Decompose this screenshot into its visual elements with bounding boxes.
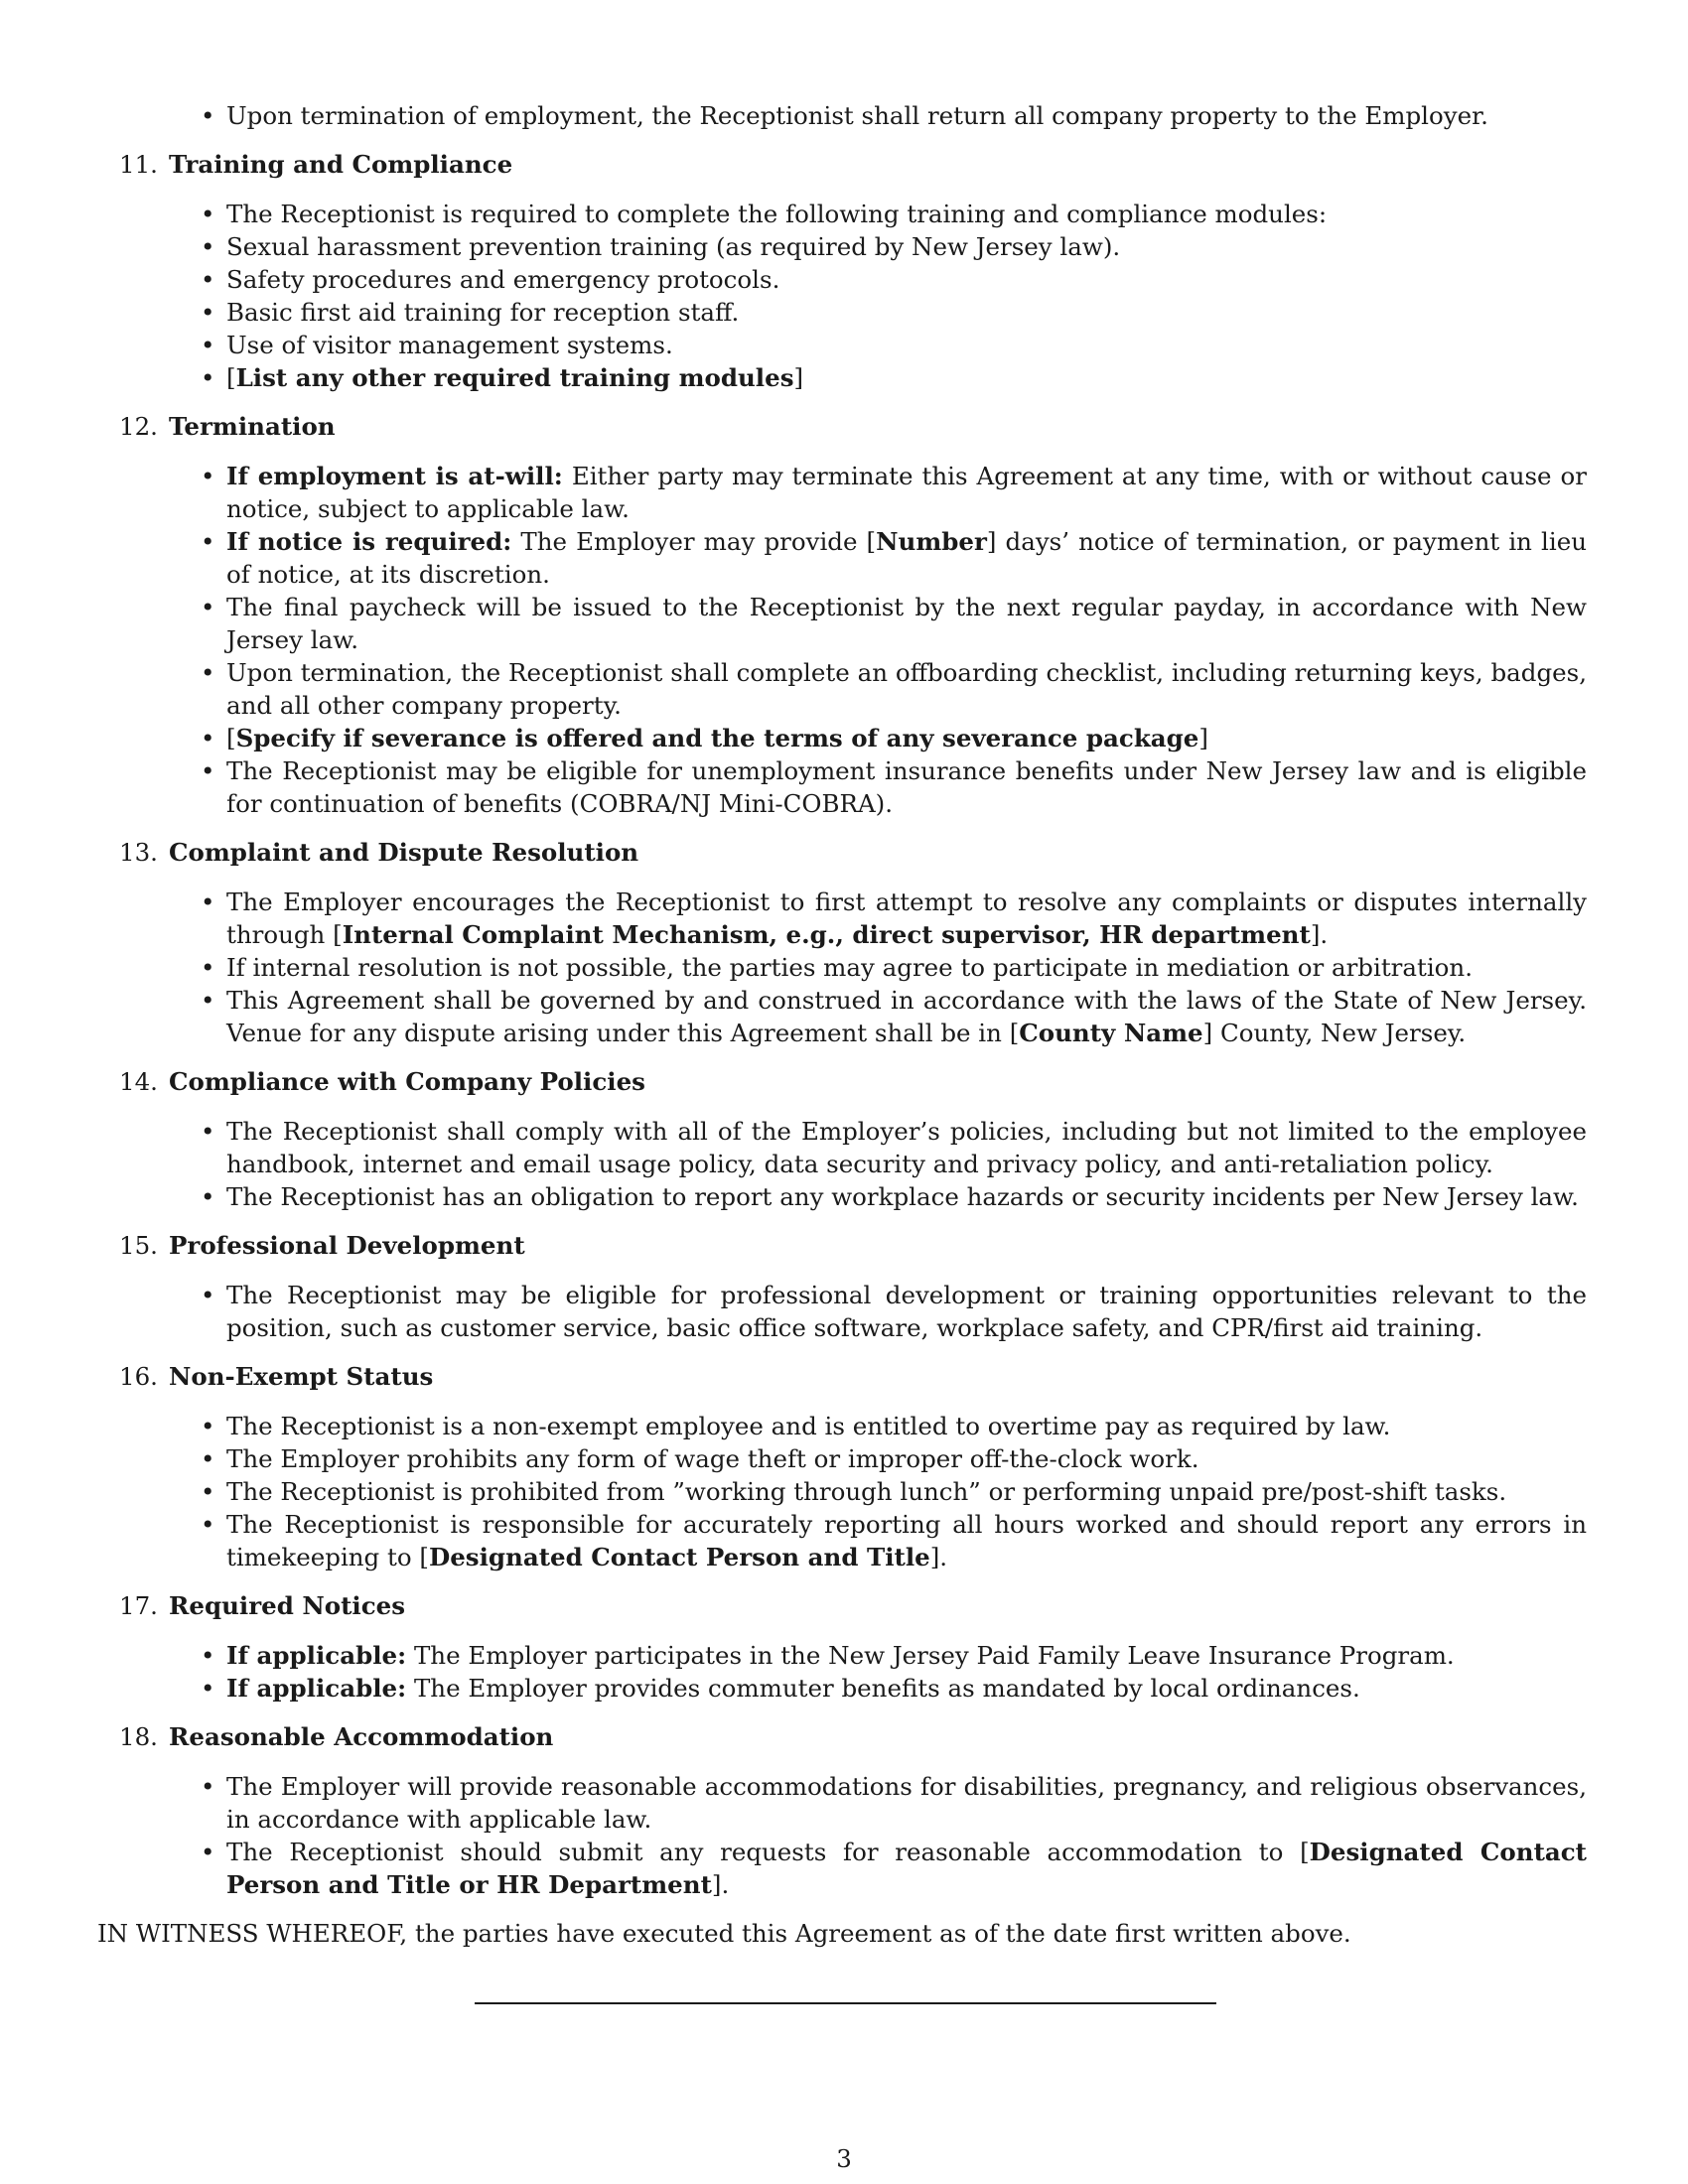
text-run: ]. [711, 1870, 730, 1899]
bold-text: If notice is required: [226, 527, 512, 556]
section [97, 410, 1587, 820]
text-run: If internal resolution is not possible, the parties may agree to participate in mediation or arbitration. [226, 953, 1473, 982]
text-run: The Employer prohibits any form of wage theft or improper off-the-clock work. [226, 1444, 1199, 1473]
section-heading [97, 1229, 1587, 1262]
text-run: ] [793, 363, 804, 392]
section-heading [97, 410, 1587, 443]
bullet-item [97, 1508, 1587, 1573]
bold-text: Specify if severance is offered and the terms of any severance package [235, 724, 1199, 752]
bullet-item [97, 525, 1587, 591]
bold-text: Internal Complaint Mechanism, e.g., direct supervisor, HR department [342, 920, 1311, 949]
section [97, 148, 1587, 394]
text-run: The Receptionist may be eligible for professional development or training opportunities relevant to the position, such as customer service, basic office software, workplace safety, and CPR/first aid training. [226, 1281, 1587, 1342]
bold-text: Designated Contact Person and Title or HR Department [226, 1838, 1587, 1899]
section-bullet-list [97, 1115, 1587, 1213]
section-title: Compliance with Company Policies [169, 1067, 645, 1096]
sections-container [97, 148, 1587, 1901]
bullet-item [97, 1770, 1587, 1836]
section-number: 17. [119, 1591, 158, 1620]
text-run: The Receptionist shall comply with all of the Employer’s policies, including but not limited to the employee handbook, internet and email usage policy, data security and privacy policy, and anti-retaliation policy. [226, 1117, 1587, 1178]
text-run: The Employer encourages the Receptionist to first attempt to resolve any complaints or disputes internally through [ [226, 887, 1587, 949]
text-run: Either party may terminate this Agreement at any time, with or without cause or notice, subject to applicable law. [226, 462, 1587, 523]
bold-text: Number [876, 527, 987, 556]
bullet-item [97, 263, 1587, 296]
section [97, 1589, 1587, 1705]
bullet-item [97, 1410, 1587, 1442]
text-run: The Receptionist may be eligible for unemployment insurance benefits under New Jersey law and is eligible for continuation of benefits (COBRA/NJ Mini-COBRA). [226, 756, 1587, 818]
section-title: Non-Exempt Status [169, 1362, 434, 1391]
section-number: 18. [119, 1722, 158, 1751]
section-bullet-list [97, 1770, 1587, 1901]
text-run: The Employer provides commuter benefits as mandated by local ordinances. [406, 1674, 1360, 1703]
text-run: The Employer participates in the New Jersey Paid Family Leave Insurance Program. [406, 1641, 1455, 1670]
text-run: [ [226, 363, 236, 392]
signature-line [475, 2002, 1216, 2004]
text-run: Use of visitor management systems. [226, 331, 673, 359]
document-body [97, 99, 1587, 1950]
bullet-item [97, 1279, 1587, 1344]
text-run: The Employer will provide reasonable accommodations for disabilities, pregnancy, and religious observances, in accordance with applicable law. [226, 1772, 1587, 1834]
text-run: ] County, New Jersey. [1202, 1019, 1467, 1047]
bullet-item [97, 754, 1587, 820]
section-bullet-list [97, 198, 1587, 394]
bullet-item [97, 1836, 1587, 1901]
bullet-item [97, 1475, 1587, 1508]
bold-text: If applicable: [226, 1674, 407, 1703]
section-title: Reasonable Accommodation [169, 1722, 554, 1751]
text-run: ]. [1310, 920, 1329, 949]
text-run: [ [226, 724, 236, 752]
bullet-item [97, 1672, 1587, 1705]
bullet-item [97, 722, 1587, 754]
section-bullet-list [97, 1279, 1587, 1344]
text-run: Safety procedures and emergency protocols. [226, 265, 780, 294]
bullet-item [97, 1442, 1587, 1475]
text-run: ]. [929, 1543, 948, 1571]
bullet-item [97, 1115, 1587, 1180]
bullet-item [97, 296, 1587, 329]
section [97, 1360, 1587, 1573]
bullet-item [97, 1180, 1587, 1213]
bold-text: List any other required training modules [235, 363, 794, 392]
section-number: 15. [119, 1231, 158, 1260]
text-run: The Receptionist is responsible for accurately reporting all hours worked and should report any errors in timekeeping to [ [226, 1510, 1587, 1571]
section-number: 14. [119, 1067, 158, 1096]
section-title: Training and Compliance [169, 150, 513, 179]
section-bullet-list [97, 1639, 1587, 1705]
intro-bullet-list [97, 99, 1587, 132]
text-run: This Agreement shall be governed by and construed in accordance with the laws of the State of New Jersey. Venue for any dispute arising under this Agreement shall be in [ [226, 986, 1587, 1047]
bold-text: If employment is at-will: [226, 462, 563, 490]
section-heading [97, 1589, 1587, 1622]
section-number: 12. [119, 412, 158, 441]
text-run: Upon termination of employment, the Receptionist shall return all company property to the Employer. [226, 101, 1488, 130]
text-run: The Receptionist is required to complete the following training and compliance modules: [226, 200, 1328, 228]
bullet-item [97, 230, 1587, 263]
bullet-item [97, 460, 1587, 525]
section-number: 13. [119, 838, 158, 867]
section [97, 1720, 1587, 1901]
text-run: The Receptionist is a non-exempt employee and is entitled to overtime pay as required by law. [226, 1412, 1391, 1440]
text-run: The Receptionist has an obligation to report any workplace hazards or security incidents per New Jersey law. [226, 1182, 1579, 1211]
page-number: 3 [836, 2144, 852, 2173]
text-run: The Receptionist should submit any requests for reasonable accommodation to [ [226, 1838, 1310, 1866]
bold-text: County Name [1019, 1019, 1203, 1047]
text-run: ] days’ notice of termination, or payment in lieu of notice, at its discretion. [226, 527, 1587, 589]
section-number: 16. [119, 1362, 158, 1391]
section-title: Complaint and Dispute Resolution [169, 838, 639, 867]
bullet-item [97, 1639, 1587, 1672]
section [97, 836, 1587, 1049]
text-run: Sexual harassment prevention training (as required by New Jersey law). [226, 232, 1121, 261]
section-heading [97, 1065, 1587, 1098]
bullet-item [97, 198, 1587, 230]
bullet-item [97, 591, 1587, 656]
section-heading [97, 1360, 1587, 1393]
text-run: Basic first aid training for reception staff. [226, 298, 740, 327]
text-run: ] [1198, 724, 1208, 752]
bullet-item [97, 656, 1587, 722]
section-bullet-list [97, 1410, 1587, 1573]
section-heading [97, 836, 1587, 869]
section-title: Termination [169, 412, 336, 441]
section-number: 11. [119, 150, 158, 179]
section-bullet-list [97, 460, 1587, 820]
bold-text: If applicable: [226, 1641, 407, 1670]
section [97, 1229, 1587, 1344]
bullet-item [97, 886, 1587, 951]
section-bullet-list [97, 886, 1587, 1049]
section-title: Required Notices [169, 1591, 406, 1620]
section-heading [97, 1720, 1587, 1753]
text-run: The final paycheck will be issued to the Receptionist by the next regular payday, in accordance with New Jersey law. [226, 593, 1587, 654]
text-run: Upon termination, the Receptionist shall complete an offboarding checklist, including returning keys, badges, and all other company property. [226, 658, 1587, 720]
text-run: The Employer may provide [ [511, 527, 877, 556]
bullet-item [97, 361, 1587, 394]
bullet-item [97, 329, 1587, 361]
text-run: The Receptionist is prohibited from ”working through lunch” or performing unpaid pre/post-shift tasks. [226, 1477, 1507, 1506]
bullet-item [97, 99, 1587, 132]
section [97, 1065, 1587, 1213]
bullet-item [97, 951, 1587, 984]
section-heading [97, 148, 1587, 181]
bold-text: Designated Contact Person and Title [428, 1543, 930, 1571]
witness-clause: IN WITNESS WHEREOF, the parties have executed this Agreement as of the date first written above. [97, 1919, 1351, 1948]
section-title: Professional Development [169, 1231, 525, 1260]
bullet-item [97, 984, 1587, 1049]
